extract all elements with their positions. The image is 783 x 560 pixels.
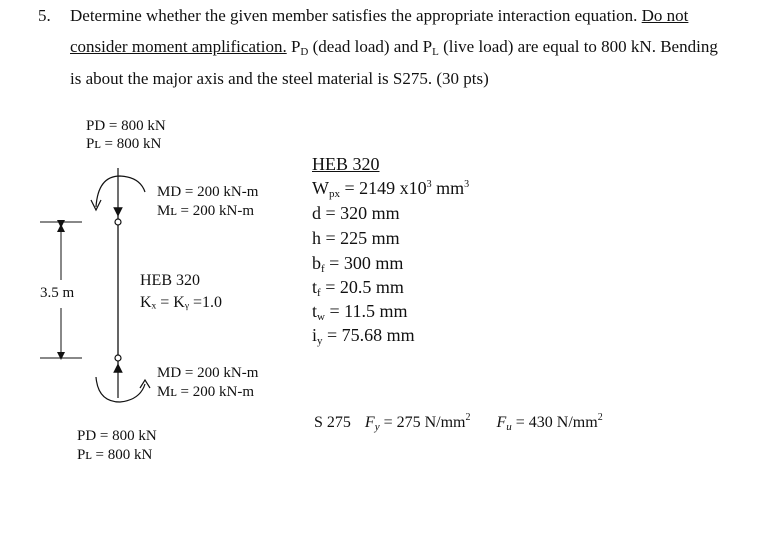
symbol-sub-l: L bbox=[432, 46, 439, 58]
member-section: HEB 320 bbox=[140, 272, 200, 289]
fu-subscript: u bbox=[506, 421, 512, 433]
prop-tw bbox=[312, 301, 407, 323]
tf-value: = 20.5 mm bbox=[320, 277, 404, 297]
prop-iy bbox=[312, 325, 415, 347]
iy-subscript: y bbox=[317, 335, 323, 347]
question-line-1-text: Determine whether the given member satisfies the appropriate interaction equation. bbox=[70, 6, 638, 25]
top-dead-moment: MD = 200 kN-m bbox=[157, 184, 259, 200]
top-dead-load: PD = 800 kN bbox=[86, 118, 166, 134]
material-line bbox=[314, 412, 603, 433]
wpx-exponent: 3 bbox=[426, 179, 432, 190]
member-k-factor: Kₓ = Kᵧ =1.0 bbox=[140, 294, 223, 311]
underlined-no-amplification: consider moment amplification. bbox=[70, 37, 287, 56]
bottom-moment-arc bbox=[96, 377, 145, 402]
wpx-value: = 2149 x10 bbox=[340, 178, 427, 198]
top-hinge bbox=[115, 219, 121, 225]
material-grade: S 275 bbox=[314, 414, 351, 431]
question-number: 5. bbox=[38, 6, 51, 25]
wpx-symbol: W bbox=[312, 178, 329, 198]
length-label: 3.5 m bbox=[40, 285, 75, 301]
wpx-unit-exponent: 3 bbox=[464, 179, 470, 190]
symbol-p-live: P bbox=[422, 37, 433, 56]
fu-exponent: 2 bbox=[597, 412, 603, 423]
wpx-unit: mm bbox=[431, 178, 465, 198]
underlined-do-not: Do not bbox=[641, 6, 689, 25]
bottom-dead-moment: MD = 200 kN-m bbox=[157, 365, 259, 381]
symbol-p: P bbox=[290, 37, 301, 56]
tw-subscript: w bbox=[317, 311, 325, 323]
iy-value: = 75.68 mm bbox=[322, 325, 415, 345]
bf-symbol: b bbox=[312, 253, 321, 273]
question-line-2-text-b: (live load) are equal to 800 kN. Bending bbox=[443, 37, 718, 56]
question-line-2-text: (dead load) and bbox=[312, 37, 419, 56]
prop-d: d = 320 mm bbox=[312, 203, 400, 223]
tf-subscript: f bbox=[317, 287, 321, 299]
top-live-load: Pʟ = 800 kN bbox=[86, 136, 162, 152]
fu-value: = 430 N/mm bbox=[511, 414, 598, 431]
fy-symbol: F bbox=[364, 414, 375, 431]
tf-symbol: t bbox=[312, 277, 318, 297]
prop-wpx bbox=[312, 178, 469, 200]
prop-tf bbox=[312, 277, 404, 299]
tw-symbol: t bbox=[312, 301, 318, 321]
dim-arrow-top bbox=[57, 224, 65, 232]
iy-symbol: i bbox=[312, 325, 318, 345]
fy-exponent: 2 bbox=[465, 412, 471, 423]
prop-h: h = 225 mm bbox=[312, 228, 400, 248]
bf-value: = 300 mm bbox=[324, 253, 404, 273]
fu-symbol: F bbox=[496, 414, 507, 431]
tw-value: = 11.5 mm bbox=[324, 301, 408, 321]
top-moment-arc bbox=[96, 176, 145, 207]
bottom-live-moment: Mʟ = 200 kN-m bbox=[157, 384, 254, 400]
fy-subscript: y bbox=[374, 421, 380, 433]
wpx-subscript: px bbox=[329, 188, 340, 200]
top-live-moment: Mʟ = 200 kN-m bbox=[157, 203, 254, 219]
fy-value: = 275 N/mm bbox=[379, 414, 466, 431]
properties-title-text: HEB 320 bbox=[312, 154, 380, 174]
bf-subscript: f bbox=[321, 263, 325, 275]
prop-bf bbox=[312, 253, 403, 275]
question-line-3: is about the major axis and the steel material is S275. (30 pts) bbox=[70, 69, 489, 88]
bottom-live-load: Pʟ = 800 kN bbox=[77, 447, 153, 463]
bottom-dead-load: PD = 800 kN bbox=[77, 428, 157, 444]
properties-title bbox=[312, 154, 380, 175]
symbol-sub-d: D bbox=[300, 46, 309, 58]
bottom-hinge bbox=[115, 355, 121, 361]
